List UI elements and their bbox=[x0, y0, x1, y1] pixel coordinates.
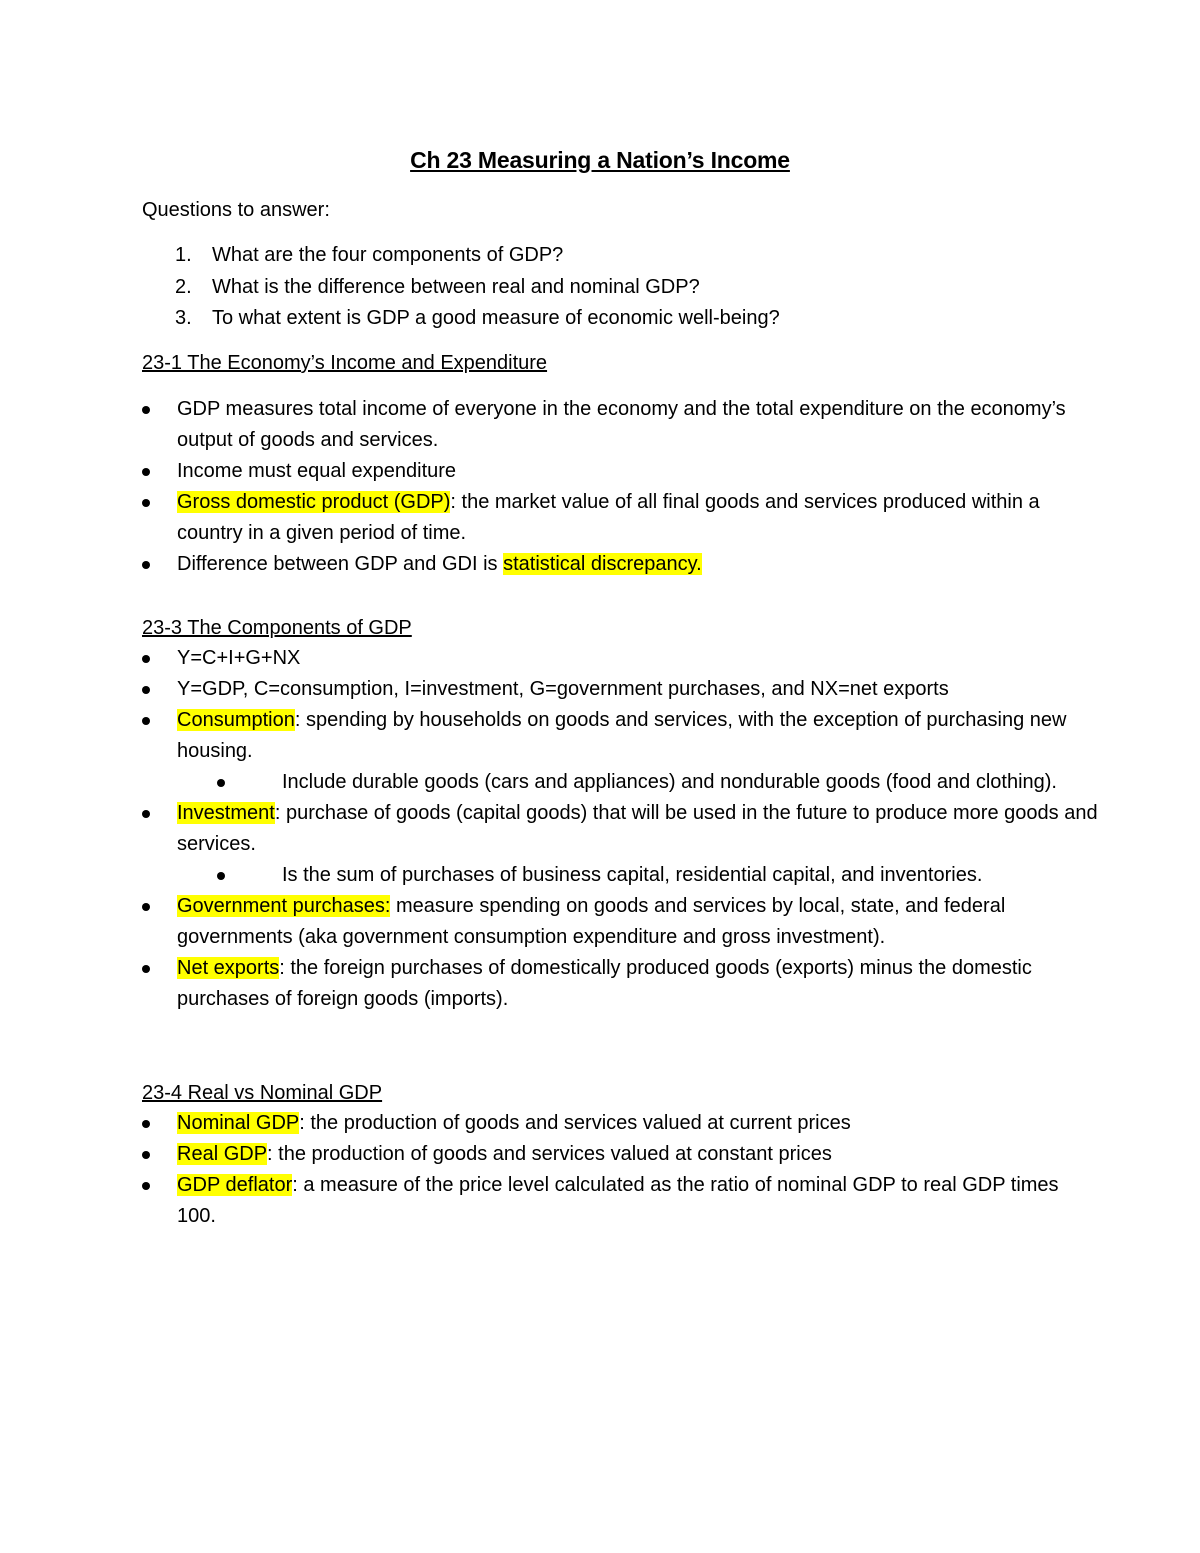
bullet-text: : spending by households on goods and services, with the exception of purchasing new housing. bbox=[177, 709, 1067, 762]
question-text: What is the difference between real and nominal GDP? bbox=[212, 275, 700, 298]
bullet-icon bbox=[142, 686, 150, 694]
bullet-item bbox=[142, 1139, 1102, 1170]
bullet-text: : a measure of the price level calculated as the ratio of nominal GDP to real GDP times 100. bbox=[177, 1174, 1059, 1227]
section-heading: 23-4 Real vs Nominal GDP bbox=[142, 1082, 383, 1104]
section-heading: 23-3 The Components of GDP bbox=[142, 617, 412, 639]
bullet-item bbox=[142, 891, 1102, 953]
bullet-icon bbox=[142, 561, 150, 569]
bullet-item bbox=[142, 953, 1102, 1015]
highlighted-term: Net exports bbox=[177, 957, 280, 979]
bullet-text: Y=GDP, C=consumption, I=investment, G=government purchases, and NX=net exports bbox=[177, 678, 949, 700]
bullet-icon bbox=[142, 655, 150, 663]
highlighted-term: Investment bbox=[177, 802, 275, 824]
bullet-text: : the production of goods and services valued at constant prices bbox=[267, 1143, 832, 1165]
bullet-item bbox=[142, 456, 1102, 487]
question-item bbox=[142, 272, 1102, 304]
bullet-icon bbox=[142, 1151, 150, 1159]
bullet-text: Include durable goods (cars and appliances) and nondurable goods (food and clothing). bbox=[282, 771, 1057, 793]
highlighted-term: Real GDP bbox=[177, 1143, 268, 1165]
sub-bullet-item bbox=[142, 860, 1102, 891]
bullet-text: : the production of goods and services valued at current prices bbox=[299, 1112, 851, 1134]
bullet-item bbox=[142, 1170, 1102, 1232]
highlighted-term: Government purchases: bbox=[177, 895, 391, 917]
bullet-text: : the market value of all final goods and services produced within a country in a given period of time. bbox=[177, 491, 1040, 544]
question-item bbox=[142, 240, 1102, 272]
sub-bullet-item bbox=[142, 767, 1102, 798]
section-income-expenditure bbox=[142, 348, 1102, 580]
bullet-icon bbox=[217, 872, 225, 880]
bullet-icon bbox=[217, 779, 225, 787]
bullet-icon bbox=[142, 468, 150, 476]
bullet-text: measure spending on goods and services by local, state, and federal governments (aka government consumption expenditure and gross investment). bbox=[177, 895, 1006, 948]
bullet-item bbox=[142, 1108, 1102, 1139]
bullet-list bbox=[142, 394, 1102, 580]
bullet-text: Is the sum of purchases of business capital, residential capital, and inventories. bbox=[282, 864, 983, 886]
bullet-icon bbox=[142, 1120, 150, 1128]
bullet-text: Y=C+I+G+NX bbox=[177, 647, 301, 669]
bullet-item bbox=[142, 705, 1102, 767]
page-title: Ch 23 Measuring a Nation’s Income bbox=[410, 147, 790, 173]
bullet-item bbox=[142, 674, 1102, 705]
question-number: 2. bbox=[175, 275, 192, 298]
bullet-item bbox=[142, 798, 1102, 860]
bullet-item bbox=[142, 394, 1102, 456]
bullet-icon bbox=[142, 1182, 150, 1190]
question-text: To what extent is GDP a good measure of economic well-being? bbox=[212, 307, 780, 329]
bullet-text: Difference between GDP and GDI is bbox=[177, 553, 504, 575]
bullet-text: : the foreign purchases of domestically produced goods (exports) minus the domestic purchases of foreign goods (imports). bbox=[177, 957, 1032, 1010]
highlighted-term: Nominal GDP bbox=[177, 1112, 300, 1134]
question-text: What are the four components of GDP? bbox=[212, 244, 564, 266]
questions-intro: Questions to answer: bbox=[142, 199, 330, 221]
highlighted-term: Consumption bbox=[177, 709, 295, 731]
question-number: 1. bbox=[175, 244, 192, 266]
bullet-list bbox=[142, 643, 1102, 1015]
bullet-text: GDP measures total income of everyone in the economy and the total expenditure on the economy’s output of goods and services. bbox=[177, 398, 1066, 451]
bullet-text: : purchase of goods (capital goods) that will be used in the future to produce more goods and services. bbox=[177, 802, 1098, 855]
highlighted-term: statistical discrepancy. bbox=[503, 553, 702, 575]
question-item bbox=[142, 303, 1102, 335]
bullet-item bbox=[142, 549, 1102, 580]
bullet-list bbox=[142, 1108, 1102, 1232]
section-real-nominal bbox=[142, 1078, 1102, 1232]
bullet-icon bbox=[142, 406, 150, 414]
section-heading: 23-1 The Economy’s Income and Expenditure bbox=[142, 352, 548, 374]
bullet-icon bbox=[142, 903, 150, 911]
highlighted-term: GDP deflator bbox=[177, 1174, 293, 1196]
bullet-icon bbox=[142, 810, 150, 818]
bullet-icon bbox=[142, 499, 150, 507]
bullet-icon bbox=[142, 717, 150, 725]
highlighted-term: Gross domestic product (GDP) bbox=[177, 491, 451, 513]
bullet-text: Income must equal expenditure bbox=[177, 460, 457, 482]
question-number: 3. bbox=[175, 307, 192, 329]
section-components-gdp bbox=[142, 613, 1102, 1015]
questions-list bbox=[142, 240, 1102, 335]
bullet-icon bbox=[142, 965, 150, 973]
bullet-item bbox=[142, 487, 1102, 549]
bullet-item bbox=[142, 643, 1102, 674]
